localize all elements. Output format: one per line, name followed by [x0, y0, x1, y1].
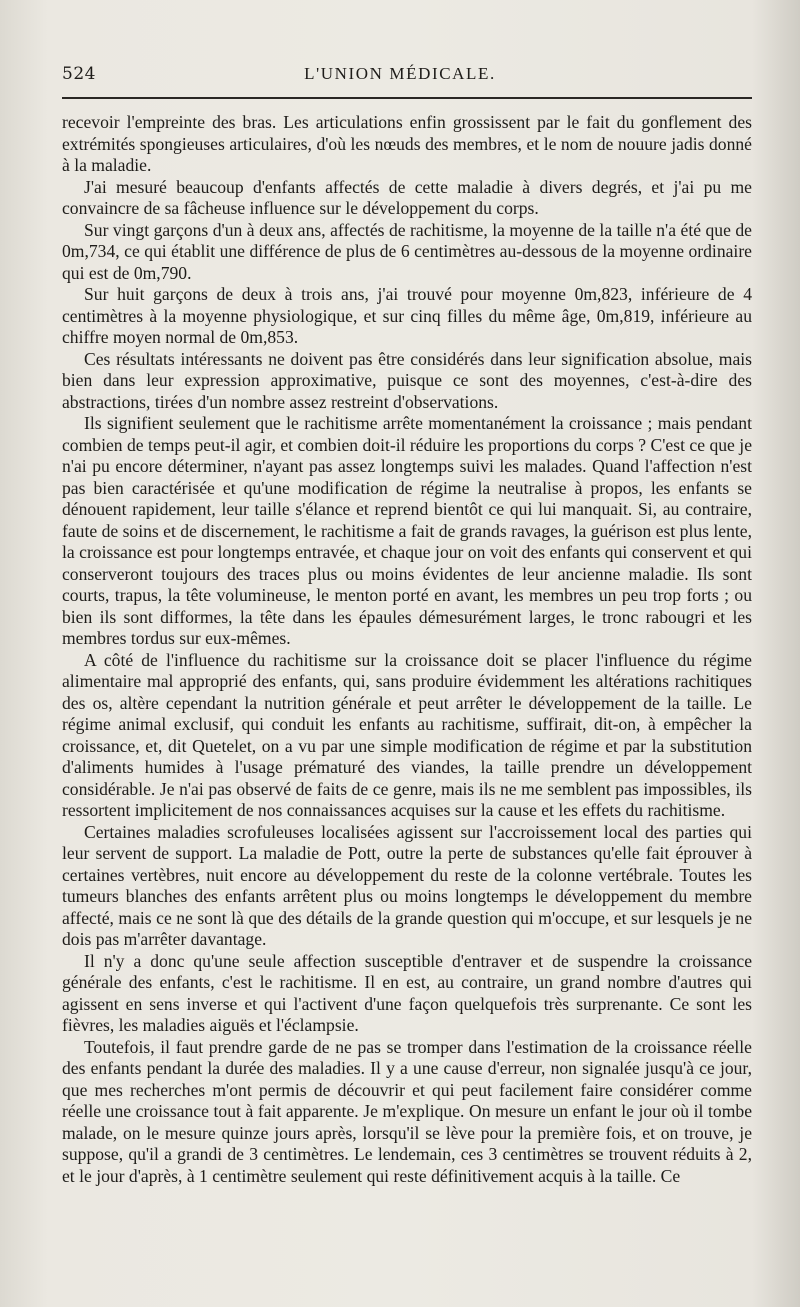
paragraph-4: Sur huit garçons de deux à trois ans, j'ai trouvé pour moyenne 0m,823, inférieure de 4 centimètres à la moyenne physiologique, et sur cinq filles du même âge, 0m,819, inférieure au chiffre moyen normal de 0m,853.: [62, 284, 752, 347]
running-title: L'UNION MÉDICALE.: [304, 64, 496, 83]
paragraph-5: Ces résultats intéressants ne doivent pas être considérés dans leur signification absolue, mais bien dans leur expression approximative, puisque ce sont des moyennes, c'est-à-dire des abstractions, tirées d'un nombre assez restreint d'observations.: [62, 348, 752, 412]
paragraph-1: recevoir l'empreinte des bras. Les articulations enfin grossissent par le fait du gonflement des extrémités spongieuses articulaires, d'où les nœuds des membres, et le nom de nouure jadis donné à la maladie.: [62, 112, 752, 175]
paragraph-10: Toutefois, il faut prendre garde de ne pas se tromper dans l'estimation de la croissance réelle des enfants pendant la durée des maladies. Il y a une cause d'erreur, non signalée jusqu'à ce jour, que mes recherches m'ont permis de découvrir et qui peut facilement faire considérer comme réelle une croissance tout à fait apparente. Je m'explique. On mesure un enfant le jour où il tombe malade, on le mesure quinze jours après, lorsqu'il se lève pour la première fois, et on trouve, je suppose, qu'il a grandi de 3 centimètres. Le lendemain, ces 3 centimètres se trouvent réduits à 2, et le jour d'après, à 1 centimètre seulement qui reste définitivement acquis à la taille. Ce: [62, 1036, 752, 1186]
body-text: [62, 112, 752, 1187]
paragraph-6: Ils signifient seulement que le rachitisme arrête momentanément la croissance ; mais pendant combien de temps peut-il agir, et combien doit-il réduire les proportions du corps ? C'est ce que je n'ai pu encore déterminer, n'ayant pas assez longtemps suivi les malades. Quand l'affection n'est pas bien caractérisée et qu'une modification de régime la neutralise à propos, les enfants se dénouent rapidement, leur taille s'élance et reprend bientôt ce qui lui manquait. Si, au contraire, faute de soins et de discernement, le rachitisme a fait de grands ravages, la guérison est plus lente, la croissance est pour longtemps entravée, et chaque jour on voit des enfants qui conservent et qui conserveront toujours des traces plus ou moins évidentes de leur ancienne maladie. Ils sont courts, trapus, la tête volumineuse, le menton porté en avant, les membres un peu trop forts ; ou bien ils sont difformes, la tête dans les épaules démesurément larges, le tronc rabougri et les membres tordus sur eux-mêmes.: [62, 413, 752, 648]
paragraph-7: A côté de l'influence du rachitisme sur la croissance doit se placer l'influence du régime alimentaire mal approprié des enfants, qui, sans produire évidemment les altérations rachitiques des os, altère cependant la nutrition générale et peut arrêter le développement de la taille. Le régime animal exclusif, qui conduit les enfants au rachitisme, suffirait, dit-on, à empêcher la croissance, et, dit Quetelet, on a vu par une simple modification de régime et par la substitution d'aliments humides à l'usage prématuré des viandes, la taille prendre un développement considérable. Je n'ai pas observé de faits de ce genre, mais ils ne me semblent pas impossibles, ils ressortent implicitement de nos connaissances acquises sur la cause et les effets du rachitisme.: [62, 649, 752, 820]
paragraph-2: J'ai mesuré beaucoup d'enfants affectés de cette maladie à divers degrés, et j'ai pu me convaincre de sa fâcheuse influence sur le développement du corps.: [62, 176, 752, 218]
header-rule: [62, 97, 752, 99]
paragraph-9: Il n'y a donc qu'une seule affection susceptible d'entraver et de suspendre la croissance générale des enfants, c'est le rachitisme. Il en est, au contraire, un grand nombre d'autres qui agissent en sens inverse et qui l'activent d'une façon quelquefois très surprenante. Ce sont les fièvres, les maladies aiguës et l'éclampsie.: [62, 950, 752, 1035]
paragraph-3: Sur vingt garçons d'un à deux ans, affectés de rachitisme, la moyenne de la taille n'a été que de 0m,734, ce qui établit une différence de plus de 6 centimètres au-dessous de la moyenne ordinaire qui est de 0m,790.: [62, 219, 752, 283]
page-number: 524: [62, 64, 96, 84]
page-header: [62, 60, 738, 88]
paragraph-8: Certaines maladies scrofuleuses localisées agissent sur l'accroissement local des parties qui leur servent de support. La maladie de Pott, outre la perte de substances qu'elle fait éprouver à certaines vertèbres, nuit encore au développement du reste de la colonne vertébrale. Toutes les tumeurs blanches des enfants arrêtent plus ou moins longtemps le développement du membre affecté, mais ce ne sont là que des détails de la grande question qui m'occupe, et sur lesquels je ne dois pas m'arrêter davantage.: [62, 821, 752, 949]
